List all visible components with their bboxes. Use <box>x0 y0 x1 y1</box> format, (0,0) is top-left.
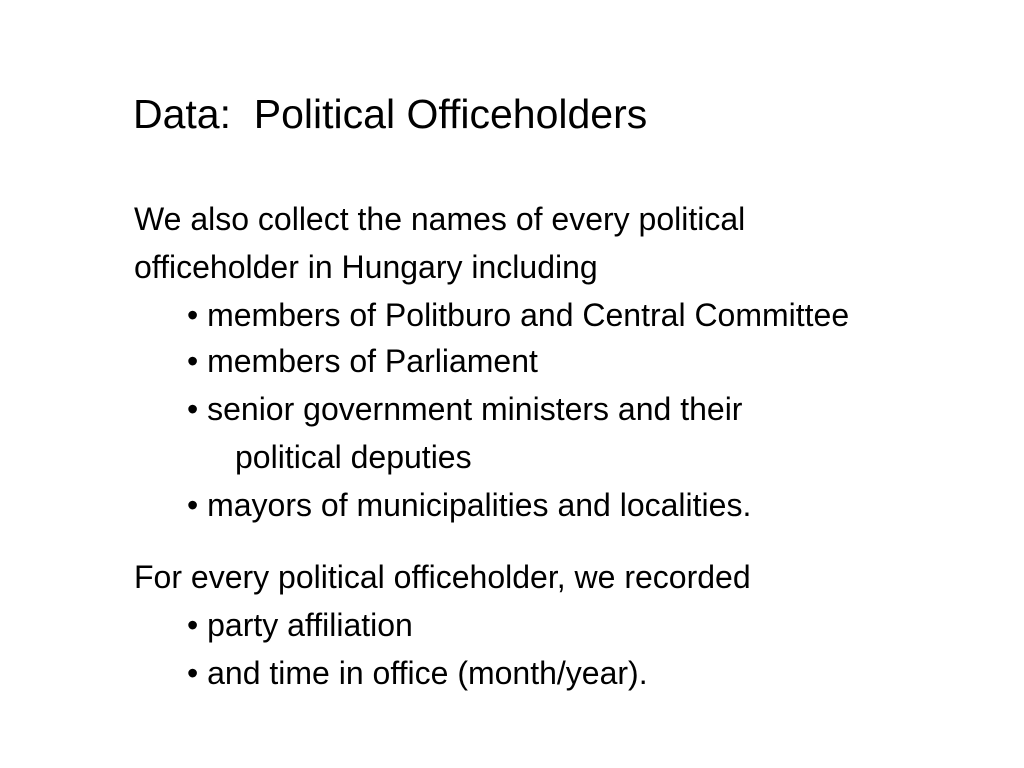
bullet-item: • party affiliation <box>187 607 413 643</box>
paragraph-line: We also collect the names of every political <box>134 201 746 237</box>
bullet-item: • members of Politburo and Central Committee <box>187 297 850 333</box>
paragraph-line: For every political officeholder, we recorded <box>134 559 751 595</box>
paragraph-line: officeholder in Hungary including <box>134 249 598 285</box>
bullet-item: • members of Parliament <box>187 343 538 379</box>
bullet-item: • senior government ministers and their <box>187 391 743 427</box>
bullet-item: • and time in office (month/year). <box>187 655 648 691</box>
bullet-item-continuation: political deputies <box>235 439 472 475</box>
slide-title: Data: Political Officeholders <box>133 91 648 137</box>
bullet-item: • mayors of municipalities and localities. <box>187 487 752 523</box>
